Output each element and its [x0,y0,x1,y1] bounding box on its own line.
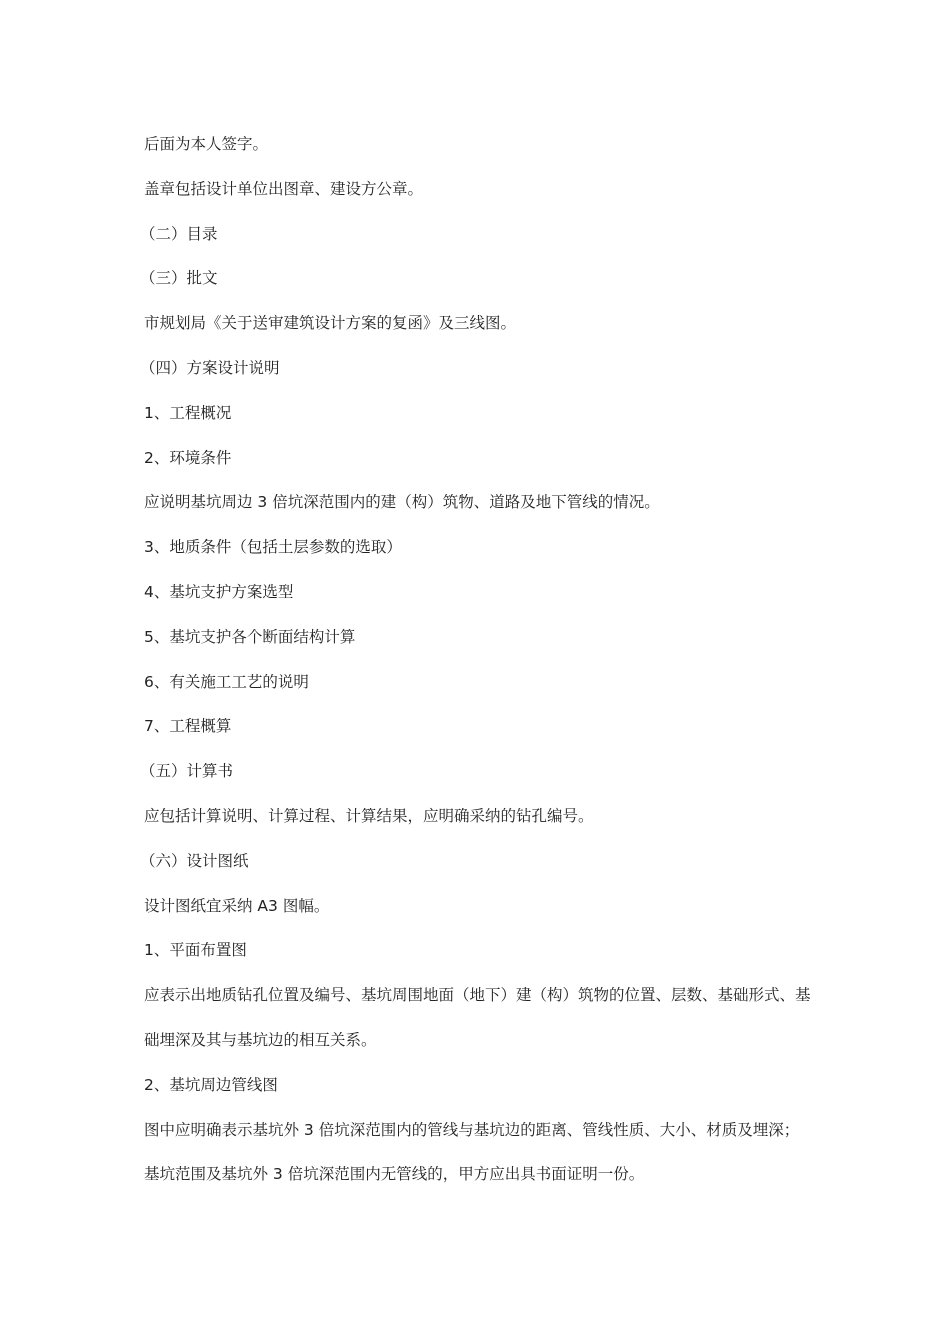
paragraph-seal-note: 盖章包括设计单位出图章、建设方公章。 [144,179,424,198]
list-item-construction-process: 6、有关施工工艺的说明 [144,672,309,691]
list-item-pipeline-drawing: 2、基坑周边管线图 [144,1075,278,1094]
paragraph-calculation-detail: 应包括计算说明、计算过程、计算结果，应明确采纳的钻孔编号。 [144,806,594,825]
list-item-project-overview: 1、工程概况 [144,403,232,422]
paragraph-drawing-format: 设计图纸宜采纳 A3 图幅。 [144,896,330,915]
list-item-layout-plan: 1、平面布置图 [144,941,247,960]
paragraph-layout-plan-detail: 应表示出地质钻孔位置及编号、基坑周围地面（地下）建（构）筑物的位置、层数、基础形式、基础埋深及其与基坑边的相互关系。 [144,986,811,1049]
list-item-geology: 3、地质条件（包括土层参数的选取） [144,538,402,557]
list-item-structural-calculation: 5、基坑支护各个断面结构计算 [144,627,356,646]
section-heading-contents: （二）目录 [140,224,218,243]
list-item-cost-estimate: 7、工程概算 [144,717,232,736]
section-heading-design-description: （四）方案设计说明 [140,358,280,377]
paragraph-environment-detail: 应说明基坑周边 3 倍坑深范围内的建（构）筑物、道路及地下管线的情况。 [144,493,660,512]
list-item-environment: 2、环境条件 [144,448,232,467]
section-heading-calculation-book: （五）计算书 [140,762,234,781]
document-body [140,122,814,1197]
paragraph-pipeline-detail: 图中应明确表示基坑外 3 倍坑深范围内的管线与基坑边的距离、管线性质、大小、材质及埋深；基坑范围及基坑外 3 倍坑深范围内无管线的，甲方应出具书面证明一份。 [144,1120,800,1184]
section-heading-design-drawings: （六）设计图纸 [140,851,249,870]
list-item-support-selection: 4、基坑支护方案选型 [144,582,294,601]
paragraph-signature-note: 后面为本人签字。 [144,135,269,153]
paragraph-approval-detail: 市规划局《关于送审建筑设计方案的复函》及三线图。 [144,314,517,333]
section-heading-approval: （三）批文 [140,269,218,288]
